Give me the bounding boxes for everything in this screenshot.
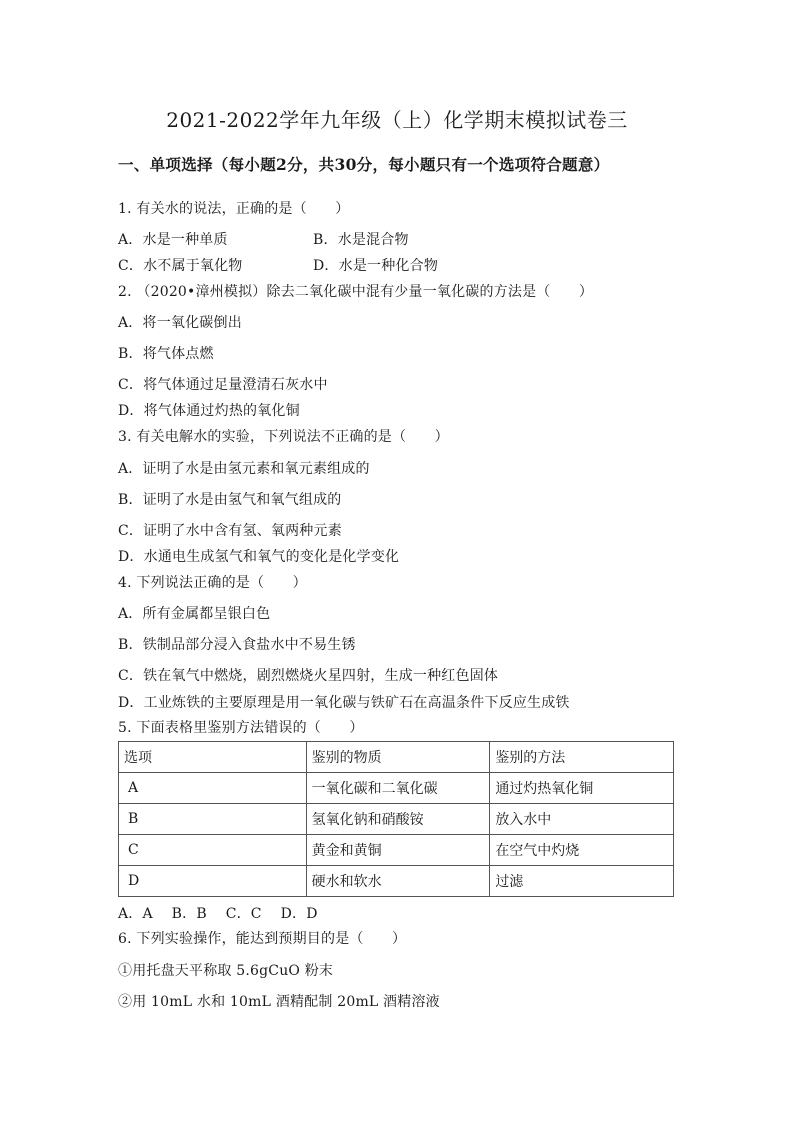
table-cell: A <box>119 773 307 804</box>
table-cell: 过滤 <box>490 866 674 897</box>
q4-option-c: C．铁在氧气中燃烧，剧烈燃烧火星四射，生成一种红色固体 <box>118 668 499 684</box>
q3-stem: 3. 有关电解水的实验，下列说法不正确的是（ ） <box>118 429 449 445</box>
table-row <box>119 866 674 897</box>
q6-item-1: ①用托盘天平称取 5.6gCuO 粉末 <box>118 963 334 979</box>
table-row <box>119 804 674 835</box>
table-cell: 在空气中灼烧 <box>490 835 674 866</box>
q2-option-c: C．将气体通过足量澄清石灰水中 <box>118 377 328 393</box>
table-header-cell: 选项 <box>119 742 307 773</box>
table-header-row <box>119 742 674 773</box>
q2-stem: 2. （2020•漳州模拟）除去二氧化碳中混有少量一氧化碳的方法是（ ） <box>118 284 594 300</box>
q1-option-c: C．水不属于氧化物 <box>118 258 243 274</box>
q2-option-a: A．将一氧化碳倒出 <box>118 315 242 331</box>
table-cell: 放入水中 <box>490 804 674 835</box>
q2-option-d: D．将气体通过灼热的氧化铜 <box>118 403 300 419</box>
q1-stem: 1. 有关水的说法，正确的是（ ） <box>118 201 350 217</box>
q4-option-d: D．工业炼铁的主要原理是用一氧化碳与铁矿石在高温条件下反应生成铁 <box>118 695 570 711</box>
q4-stem: 4. 下列说法正确的是（ ） <box>118 575 307 591</box>
q6-item-2: ②用 10mL 水和 10mL 酒精配制 20mL 酒精溶液 <box>118 994 440 1010</box>
q1-option-a: A．水是一种单质 <box>118 232 228 248</box>
q3-option-b: B．证明了水是由氢气和氧气组成的 <box>118 492 342 508</box>
q5-stem: 5. 下面表格里鉴别方法错误的（ ） <box>118 720 364 736</box>
table-cell: 一氧化碳和二氧化碳 <box>306 773 490 804</box>
table-cell: 黄金和黄铜 <box>306 835 490 866</box>
q4-option-b: B．铁制品部分浸入食盐水中不易生锈 <box>118 637 356 653</box>
table-cell: C <box>119 835 307 866</box>
identification-table <box>118 741 674 897</box>
table-row <box>119 773 674 804</box>
q4-option-a: A．所有金属都呈银白色 <box>118 606 271 622</box>
table-header-cell: 鉴别的方法 <box>490 742 674 773</box>
table-row <box>119 835 674 866</box>
q3-option-c: C．证明了水中含有氢、氧两种元素 <box>118 523 342 539</box>
page-title: 2021-2022学年九年级（上）化学期末模拟试卷三 <box>166 108 628 132</box>
table-header-cell: 鉴别的物质 <box>306 742 490 773</box>
q3-option-a: A．证明了水是由氢元素和氧元素组成的 <box>118 461 370 477</box>
q3-option-d: D．水通电生成氢气和氧气的变化是化学变化 <box>118 549 400 565</box>
q1-option-d: D．水是一种化合物 <box>313 258 439 274</box>
table-cell: D <box>119 866 307 897</box>
q6-stem: 6. 下列实验操作，能达到预期目的是（ ） <box>118 931 407 947</box>
table-cell: 通过灼热氧化铜 <box>490 773 674 804</box>
table-cell: B <box>119 804 307 835</box>
table-cell: 氢氧化钠和硝酸铵 <box>306 804 490 835</box>
q5-options: A．A B．B C．C D．D <box>118 906 318 922</box>
q1-option-b: B．水是混合物 <box>313 232 409 248</box>
section-heading: 一、单项选择（每小题2分，共30分，每小题只有一个选项符合题意） <box>118 155 610 174</box>
q2-option-b: B．将气体点燃 <box>118 346 214 362</box>
table-cell: 硬水和软水 <box>306 866 490 897</box>
